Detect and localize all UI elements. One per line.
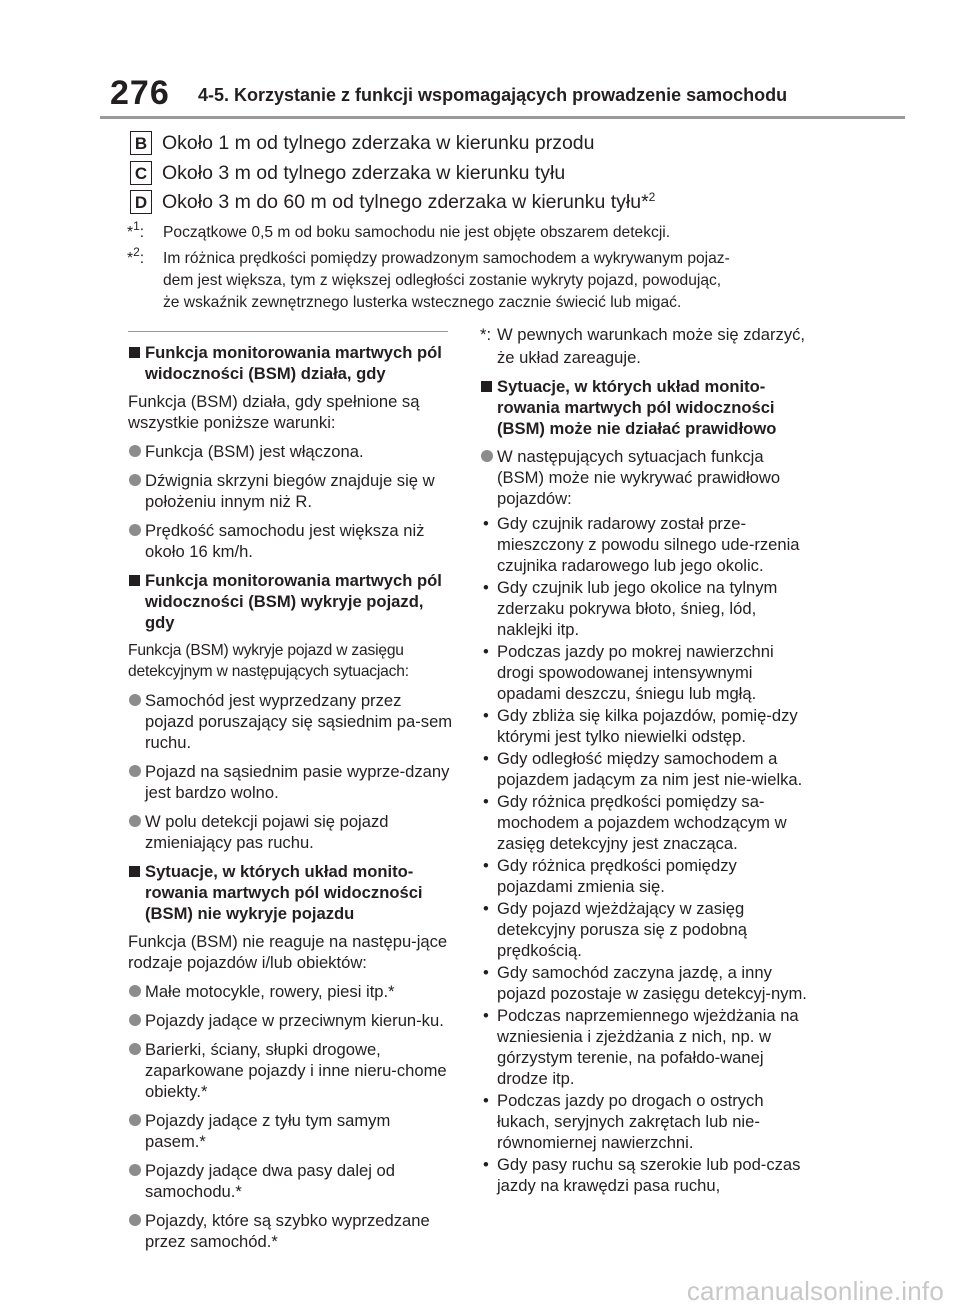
circle-bullet-icon bbox=[129, 1014, 141, 1026]
list-item: Pojazdy jadące w przeciwnym kierun-ku. bbox=[128, 1010, 453, 1031]
list-item: Funkcja (BSM) jest włączona. bbox=[128, 441, 453, 462]
list-item: W następujących sytuacjach funkcja (BSM) może nie wykrywać prawidłowo pojazdów: bbox=[480, 446, 810, 509]
marker-b-text: Około 1 m od tylnego zderzaka w kierunku przodu bbox=[162, 132, 595, 154]
section-heading-bsm-not-detect: Sytuacje, w których układ monito-rowania martwych pól widoczności (BSM) nie wykryje pojazdu bbox=[128, 861, 453, 924]
list-item: Prędkość samochodu jest większa niż około 16 km/h. bbox=[128, 520, 453, 562]
circle-bullet-icon bbox=[129, 985, 141, 997]
marker-line-d bbox=[130, 187, 655, 217]
right-column bbox=[480, 323, 810, 1197]
situation-item: • Gdy odległość między samochodem a pojazdem jadącym za nim jest nie-wielka. bbox=[483, 749, 803, 789]
section-intro: Funkcja (BSM) nie reaguje na następu-jące rodzaje pojazdów i/lub obiektów: bbox=[128, 932, 448, 972]
circle-bullet-icon bbox=[129, 1164, 141, 1176]
square-bullet-icon bbox=[129, 575, 140, 586]
situation-item: • Gdy pojazd wjeżdżający w zasięg detekcyjny porusza się z podobną prędkością. bbox=[483, 899, 747, 960]
list-item: Pojazdy jadące z tyłu tym samym pasem.* bbox=[128, 1110, 453, 1152]
marker-c-text: Około 3 m od tylnego zderzaka w kierunku tyłu bbox=[162, 162, 566, 184]
watermark: carmanualsonline.info bbox=[686, 1276, 944, 1306]
marker-d-box: D bbox=[130, 190, 152, 214]
page-number: 276 bbox=[110, 74, 170, 112]
marker-line-c bbox=[130, 158, 565, 188]
list-item: Pojazdy jadące dwa pasy dalej od samochodu.* bbox=[128, 1160, 453, 1202]
circle-bullet-icon bbox=[129, 445, 141, 457]
marker-line-b bbox=[130, 128, 594, 158]
section-intro: Funkcja (BSM) działa, gdy spełnione są wszystkie poniższe warunki: bbox=[128, 392, 420, 432]
square-bullet-icon bbox=[481, 381, 492, 392]
situation-item: • Gdy zbliża się kilka pojazdów, pomię-dzy którymi jest tylko niewielki odstęp. bbox=[483, 706, 798, 746]
list-item: W polu detekcji pojawi się pojazd zmieniający pas ruchu. bbox=[128, 811, 453, 853]
situation-item: • Gdy czujnik radarowy został prze-mieszczony z powodu silnego ude-rzenia czujnika radarowego lub jego okolic. bbox=[483, 514, 800, 575]
circle-bullet-icon bbox=[129, 1114, 141, 1126]
circle-bullet-icon bbox=[129, 765, 141, 777]
square-bullet-icon bbox=[129, 347, 140, 358]
list-item: Małe motocykle, rowery, piesi itp.* bbox=[128, 981, 453, 1002]
marker-d-text: Około 3 m do 60 m od tylnego zderzaka w kierunku tyłu*$^2$ bbox=[162, 190, 656, 213]
section-heading-bsm-active: Funkcja monitorowania martwych pól widoczności (BSM) działa, gdy bbox=[128, 342, 453, 384]
circle-bullet-icon bbox=[129, 474, 141, 486]
list-item: Samochód jest wyprzedzany przez pojazd poruszający się sąsiednim pa-sem ruchu. bbox=[128, 690, 453, 753]
list-item: Pojazdy, które są szybko wyprzedzane przez samochód.* bbox=[128, 1210, 453, 1252]
column-divider bbox=[128, 331, 448, 332]
situation-item: • Gdy różnica prędkości pomiędzy sa-mochodem a pojazdem wchodzącym w zasięg detekcyjny jest znacząca. bbox=[483, 792, 787, 853]
circle-bullet-icon bbox=[129, 524, 141, 536]
section-heading-bsm-malfunction: Sytuacje, w których układ monito-rowania martwych pól widoczności (BSM) może nie działać prawidłowo bbox=[480, 376, 810, 439]
header-divider bbox=[100, 116, 905, 119]
circle-bullet-icon bbox=[481, 450, 493, 462]
list-item: Dźwignia skrzyni biegów znajduje się w położeniu innym niż R. bbox=[128, 470, 453, 512]
section-heading-bsm-detects: Funkcja monitorowania martwych pól widoczności (BSM) wykryje pojazd, gdy bbox=[128, 570, 453, 633]
asterisk-note: *: W pewnych warunkach może się zdarzyć, że układ zareaguje. bbox=[480, 325, 806, 367]
footnote-1: *$^1$: Początkowe 0,5 m od boku samochodu nie jest objęte obszarem detekcji. bbox=[127, 219, 671, 241]
situation-list bbox=[480, 513, 810, 1196]
marker-c-box: C bbox=[130, 161, 152, 185]
situation-item: • Gdy różnica prędkości pomiędzy pojazdami zmienia się. bbox=[483, 856, 737, 896]
footnote-2: *$^2$: Im różnica prędkości pomiędzy prowadzonym samochodem a wykrywanym pojaz- dem jest większa, tym z większej odległości zostanie wykryty pojazd, powodując, że wskaźnik zewnętrznego lusterka wstecznego zacznie świecić lub migać. bbox=[127, 245, 730, 311]
situation-item: • Podczas jazdy po drogach o ostrych łukach, seryjnych zakrętach lub nie-równomiernej nawierzchni. bbox=[483, 1091, 764, 1152]
situation-item: • Gdy czujnik lub jego okolice na tylnym zderzaku pokrywa błoto, śnieg, lód, naklejki itp. bbox=[483, 578, 778, 639]
circle-bullet-icon bbox=[129, 1214, 141, 1226]
chapter-title: 4-5. Korzystanie z funkcji wspomagających prowadzenie samochodu bbox=[198, 85, 788, 105]
situation-item: • Gdy samochód zaczyna jazdę, a inny pojazd pozostaje w zasięgu detekcyj-nym. bbox=[483, 963, 807, 1003]
marker-b-box: B bbox=[130, 131, 152, 155]
list-item: Pojazd na sąsiednim pasie wyprze-dzany jest bardzo wolno. bbox=[128, 761, 453, 803]
circle-bullet-icon bbox=[129, 1043, 141, 1055]
square-bullet-icon bbox=[129, 866, 140, 877]
circle-bullet-icon bbox=[129, 694, 141, 706]
situation-item: • Gdy pasy ruchu są szerokie lub pod-czas jazdy na krawędzi pasa ruchu, bbox=[483, 1155, 801, 1195]
section-intro: Funkcja (BSM) wykryje pojazd w zasięgu detekcyjnym w następujących sytuacjach: bbox=[128, 642, 409, 680]
situation-item: • Podczas jazdy po mokrej nawierzchni drogi spowodowanej intensywnymi opadami deszczu, śniegu lub mgłą. bbox=[483, 642, 774, 703]
marker-d-sup: 2 bbox=[648, 190, 656, 204]
situation-item: • Podczas naprzemiennego wjeżdżania na wzniesienia i zjeżdżania z nich, np. w górzystym terenie, na pofałdo-wanej drodze itp. bbox=[483, 1006, 799, 1088]
left-column bbox=[128, 342, 453, 1260]
list-item: Barierki, ściany, słupki drogowe, zaparkowane pojazdy i inne nieru-chome obiekty.* bbox=[128, 1039, 453, 1102]
circle-bullet-icon bbox=[129, 815, 141, 827]
